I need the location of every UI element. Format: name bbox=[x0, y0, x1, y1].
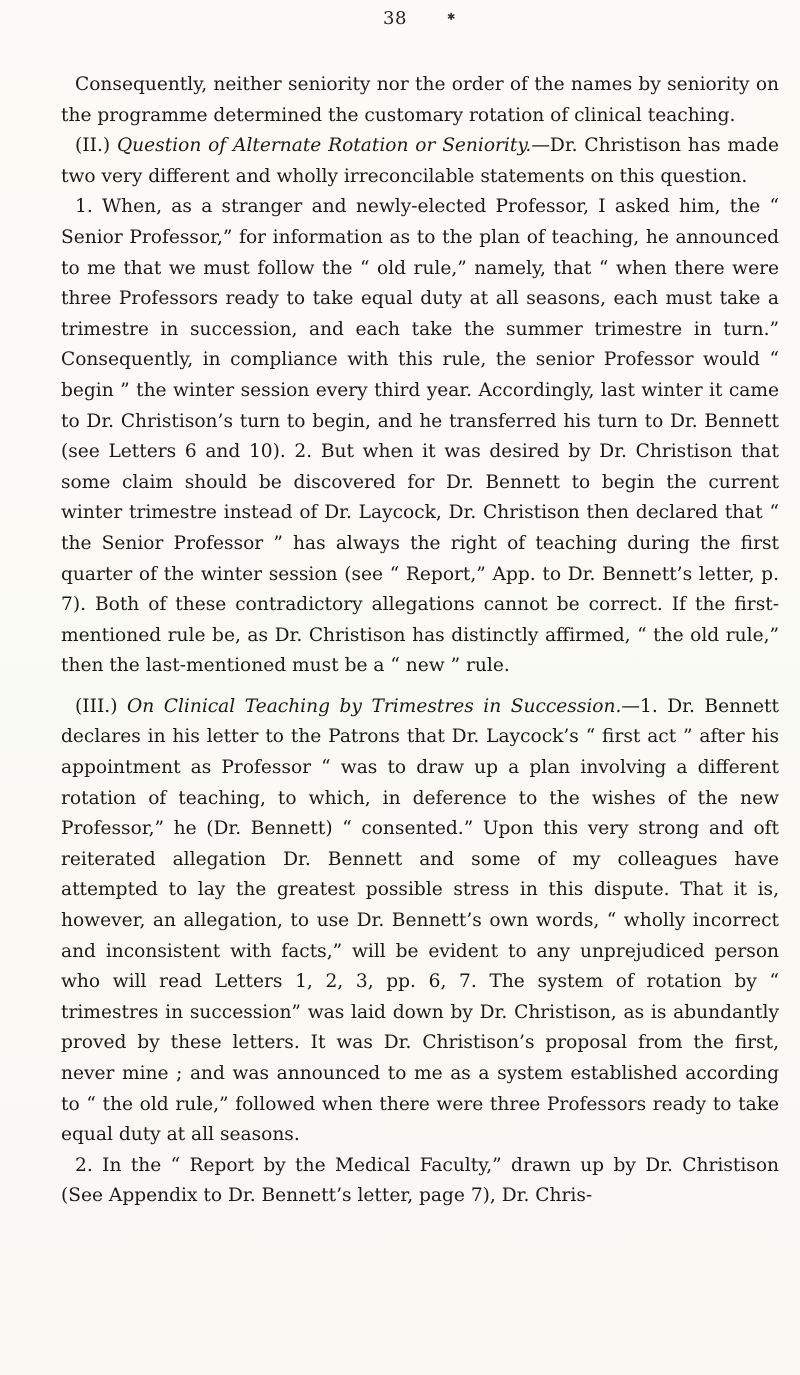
section-3-paragraph bbox=[61, 692, 779, 1151]
section-3-text: —1. Dr. Bennett declares in his letter to the Patrons that Dr. Laycock’s “ first act ” after his appointment as Professor “ was to draw up a plan involving a different rotation of teaching, to which, in deference to the wishes of the new Professor,” he (Dr. Bennett) “ consented.” Upon this very strong and oft reiterated allegation Dr. Bennett and some of my colleagues have attempted to lay the greatest possible stress in this dispute. That it is, however, an allegation, to use Dr. Bennett’s own words, “ wholly incorrect and inconsistent with facts,” will be evident to any unprejudiced person who will read Letters 1, 2, 3, pp. 6, 7. The system of rotation by “ trimestres in succession” was laid down by Dr. Christison, as is abundantly proved by these letters. It was Dr. Christison’s proposal from the first, never mine ; and was announced to me as a system established according to “ the old rule,” followed when there were three Professors ready to take equal duty at all seasons. bbox=[61, 695, 779, 1146]
intro-paragraph: Consequently, neither seniority nor the order of the names by seniority on the programme determined the customary rotation of clinical teaching. bbox=[61, 74, 779, 126]
section-2-body-paragraph: 1. When, as a stranger and newly-elected Professor, I asked him, the “ Senior Professor,” for information as to the plan of teaching, he announced to me that we must follow the “ old rule,” namely, that “ when there were three Professors ready to take equal duty at all seasons, each must take a trimestre in succession, and each take the summer trimestre in turn.” Consequently, in compliance with this rule, the senior Professor would “ begin ” the winter session every third year. Accordingly, last winter it came to Dr. Christison’s turn to begin, and he transferred his turn to Dr. Bennett (see Letters 6 and 10). 2. But when it was desired by Dr. Christison that some claim should be discovered for Dr. Bennett to begin the current winter trimestre instead of Dr. Laycock, Dr. Christison then declared that “ the Senior Professor ” has always the right of teaching during the first quarter of the winter session (see “ Report,” App. to Dr. Bennett’s letter, p. 7). Both of these contradictory allegations cannot be correct. If the first-mentioned rule be, as Dr. Christison has distinctly affirmed, “ the old rule,” then the last-mentioned must be a “ new ” rule. bbox=[61, 196, 779, 677]
section-3-second-paragraph: 2. In the “ Report by the Medical Faculty,” drawn up by Dr. Christison (See Appendix to Dr. Bennett’s letter, page 7), Dr. Chris- bbox=[61, 1154, 779, 1207]
section-3-label: (III.) bbox=[75, 695, 127, 717]
section-2-heading: Question of Alternate Rotation or Seniority. bbox=[116, 135, 532, 157]
section-2-text: —Dr. Christison has made two very different and wholly irreconcilable statements on this question. bbox=[61, 135, 779, 187]
page-mark: ✱ bbox=[447, 12, 456, 23]
page-content bbox=[61, 70, 779, 1212]
section-2-label: (II.) bbox=[75, 135, 117, 157]
page-number: 38 bbox=[383, 8, 407, 29]
section-2-paragraph bbox=[61, 131, 779, 192]
section-3-heading: On Clinical Teaching by Trimestres in Succession. bbox=[126, 695, 622, 717]
